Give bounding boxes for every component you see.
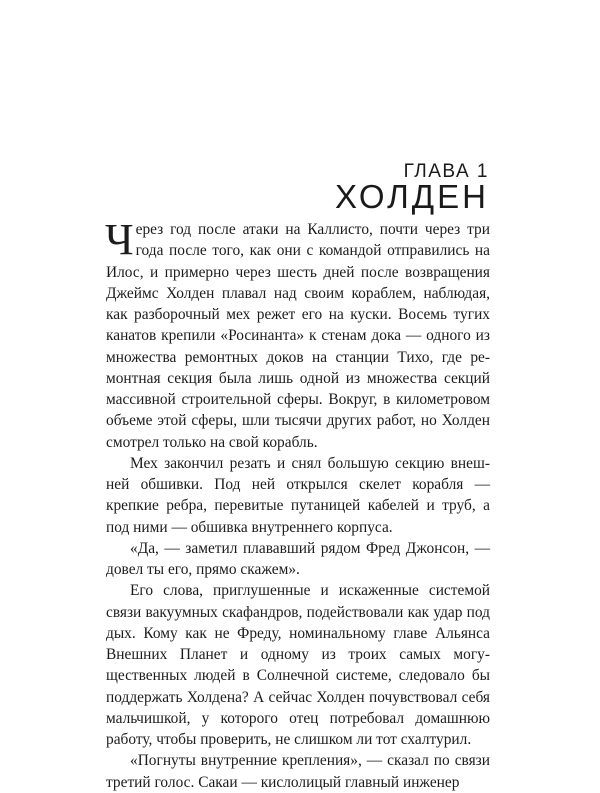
drop-cap: Ч	[105, 215, 134, 264]
paragraph-4	[106, 580, 490, 750]
chapter-number: ГЛАВА 1	[403, 161, 489, 182]
paragraph-2	[106, 453, 490, 538]
paragraph-3-text: «Да, — заметил плававший рядом Фред Джонсон, — довел ты его, прямо скажем».	[106, 539, 490, 578]
chapter-body	[105, 215, 490, 793]
paragraph-3	[106, 538, 490, 581]
paragraph-1-text: ерез год после атаки на Каллисто, почти через три года после того, как они с командой отправились на Илос, и примерно через шесть дней после возвращения Джеймс Холден плавал над своим кораблем, наблюдая, как разборочный мех режет его на куски. Восемь тугих канатов крепили «Росинанта» к стенам дока — одного из множества ремонтных доков на станции Тихо, где ремонтная секция была лишь одной из множества секций массивной строительной сферы. Вокруг, в километровом объеме этой сферы, шли тысячи других работ, но Холден смотрел только на свой корабль.	[106, 221, 490, 451]
chapter-title: ХОЛДЕН	[334, 178, 489, 215]
paragraph-1	[105, 215, 490, 453]
paragraph-4-text: Его слова, приглушенные и искаженные системой связи вакуумных скафандров, подействовали как удар под дых. Кому как не Фреду, номинальному главе Альянса Внешних Планет и одному из троих самых могущественных людей в Солнечной системе, следовало бы поддержать Холдена? А сейчас Холден почувствовал себя мальчишкой, у которого отец потребовал домашнюю работу, чтобы проверить, не слишком ли тот схалтурил.	[106, 582, 490, 748]
paragraph-5-text: «Погнуты внутренние крепления», — сказал по связи третий голос. Сакаи — кислолицый главный инженер	[106, 752, 490, 791]
paragraph-5	[106, 750, 490, 793]
paragraph-2-text: Мех закончил резать и снял большую секцию внешней обшивки. Под ней открылся скелет корабля — крепкие ребра, перевитые путаницей кабелей и труб, а под ними — обшивка внутреннего корпуса.	[106, 454, 490, 536]
